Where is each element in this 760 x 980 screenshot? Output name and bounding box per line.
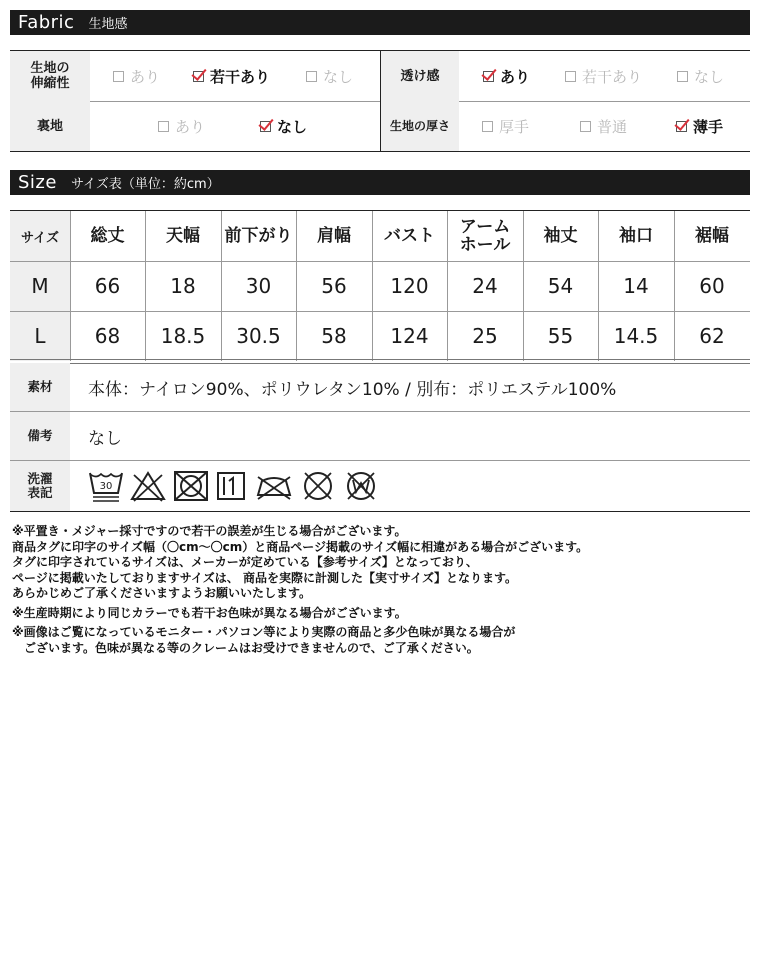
note-line: ※生産時期により同じカラーでも若干お色味が異なる場合がございます。: [12, 605, 407, 620]
checkbox-icon: [482, 121, 493, 132]
col-divider: [372, 211, 373, 361]
no-bleach-icon: [129, 469, 167, 503]
option-label: 普通: [597, 117, 628, 136]
care-label: [10, 461, 70, 511]
table-cell: 54: [547, 274, 574, 298]
fabric-divider: [380, 51, 381, 151]
care-row: [10, 461, 750, 512]
table-cell: 25: [472, 324, 498, 348]
no-wet-clean-icon: [342, 469, 380, 503]
stretch-label-line1: 生地の: [30, 61, 70, 76]
size-m: M: [31, 274, 49, 298]
thickness-option-normal: [580, 101, 627, 151]
fabric-subtitle: 生地感: [88, 17, 128, 32]
material-label: 素材: [10, 363, 70, 411]
material-text: 本体：ナイロン90%、ポリウレタン10% / 別布：ポリエステル100%: [88, 379, 617, 400]
header-sleeve-length: 袖丈: [543, 226, 578, 246]
table-cell: 18: [170, 274, 196, 298]
header-shoulder: 肩幅: [317, 226, 351, 246]
option-label: なし: [694, 67, 725, 86]
header-length: 総丈: [90, 226, 125, 246]
checkbox-icon: [113, 71, 124, 82]
col-divider: [447, 211, 448, 361]
col-divider: [145, 211, 146, 361]
thickness-label: 生地の厚さ: [381, 101, 459, 151]
col-divider: [70, 211, 71, 361]
table-cell: 62: [699, 324, 725, 348]
option-label: 厚手: [499, 117, 530, 136]
fabric-title: Fabric: [18, 12, 75, 33]
drip-dry-icon: [215, 469, 249, 503]
col-divider: [598, 211, 599, 361]
no-iron-icon: [254, 469, 294, 503]
note-line: 商品タグに印字のサイズ幅（〇cm〜〇cm）と商品ページ掲載のサイズ幅に相違がある場合がございます。: [12, 539, 589, 554]
no-dry-clean-icon: [299, 469, 337, 503]
sheer-option-slight: [565, 51, 642, 101]
size-table: [10, 210, 750, 348]
checked-checkbox-icon: [483, 71, 494, 82]
note-line: ページに掲載いたしておりますサイズは、 商品を実際に計測した【実寸サイズ】となります。: [12, 570, 518, 585]
remarks-text: なし: [88, 428, 122, 449]
lining-option-yes: [158, 101, 205, 151]
table-cell: 18.5: [160, 324, 206, 348]
table-cell: 24: [472, 274, 498, 298]
note-line: ※平置き・メジャー採寸ですので若干の誤差が生じる場合がございます。: [12, 524, 407, 538]
table-cell: 68: [94, 324, 121, 348]
note-line: あらかじめご了承くださいますようお願いいたします。: [12, 586, 312, 600]
lining-option-no: [260, 101, 307, 151]
option-label: 薄手: [693, 117, 724, 136]
armhole-line1: アーム: [459, 217, 511, 237]
wash-30-icon: [88, 469, 124, 503]
stretch-label: [10, 51, 90, 101]
col-divider: [674, 211, 675, 361]
thickness-option-thin: [676, 101, 723, 151]
checkbox-icon: [580, 121, 591, 132]
checked-checkbox-icon: [260, 121, 271, 132]
option-label: なし: [323, 67, 354, 86]
fabric-section-header: [10, 10, 750, 35]
table-cell: 60: [699, 274, 725, 298]
col-divider: [221, 211, 222, 361]
remarks-row: [10, 412, 750, 461]
size-subtitle: サイズ表（単位：約cm）: [70, 177, 220, 192]
checkbox-icon: [306, 71, 317, 82]
header-bust: バスト: [384, 226, 435, 246]
sheer-option-no: [677, 51, 724, 101]
no-tumble-dry-icon: [172, 469, 210, 503]
header-size: サイズ: [21, 230, 59, 246]
care-label-line1: 洗濯: [27, 471, 53, 486]
sheer-option-yes: [483, 51, 530, 101]
option-label: あり: [175, 117, 206, 136]
stretch-option-slight: [193, 51, 270, 101]
stretch-label-line2: 伸縮性: [30, 76, 70, 91]
checkbox-icon: [565, 71, 576, 82]
header-front-drop: 前下がり: [224, 226, 293, 246]
table-cell: 56: [321, 274, 347, 298]
option-label: なし: [277, 117, 308, 136]
checked-checkbox-icon: [193, 71, 204, 82]
checkbox-icon: [158, 121, 169, 132]
col-divider: [296, 211, 297, 361]
option-label: 若干あり: [582, 67, 643, 86]
header-hem-width: 裾幅: [695, 226, 729, 246]
option-label: 若干あり: [210, 67, 271, 86]
option-label: あり: [130, 67, 161, 86]
table-cell: 124: [390, 324, 429, 348]
table-cell: 66: [94, 274, 121, 298]
table-cell: 58: [321, 324, 347, 348]
size-header-row: [10, 211, 750, 262]
header-cuff: 袖口: [619, 226, 653, 246]
stretch-option-yes: [113, 51, 160, 101]
thickness-option-thick: [482, 101, 529, 151]
fabric-table: [10, 50, 750, 152]
header-neck-width: 天幅: [166, 226, 200, 246]
header-armhole: [447, 211, 523, 261]
armhole-line2: ホール: [459, 235, 511, 255]
checkbox-icon: [677, 71, 688, 82]
note-line: ございます。色味が異なる等のクレームはお受けできませんので、ご了承ください。: [12, 640, 479, 655]
lining-label: 裏地: [10, 101, 90, 151]
table-row: [10, 311, 750, 361]
size-section-header: [10, 170, 750, 195]
notes: [12, 524, 588, 656]
table-cell: 30.5: [236, 324, 281, 348]
table-cell: 14: [623, 274, 649, 298]
sheer-label: 透け感: [381, 51, 459, 101]
col-divider: [523, 211, 524, 361]
table-cell: 30: [245, 274, 272, 298]
table-cell: 120: [390, 274, 429, 298]
table-row: [10, 261, 750, 312]
care-icons: [88, 461, 385, 511]
table-cell: 55: [547, 324, 574, 348]
note-line: タグに印字されているサイズは、メーカーが定めている【参考サイズ】となっており、: [12, 555, 478, 569]
material-row: [10, 363, 750, 412]
remarks-label: 備考: [10, 412, 70, 460]
size-title: Size: [18, 172, 57, 193]
stretch-option-no: [306, 51, 353, 101]
care-label-line2: 表記: [27, 485, 53, 500]
wash-temp: 30: [99, 481, 113, 492]
table-cell: 14.5: [613, 324, 659, 348]
option-label: あり: [500, 67, 531, 86]
note-line: ※画像はご覧になっているモニター・パソコン等により実際の商品と多少色味が異なる場合が: [12, 625, 516, 639]
size-l: L: [34, 324, 46, 348]
checked-checkbox-icon: [676, 121, 687, 132]
